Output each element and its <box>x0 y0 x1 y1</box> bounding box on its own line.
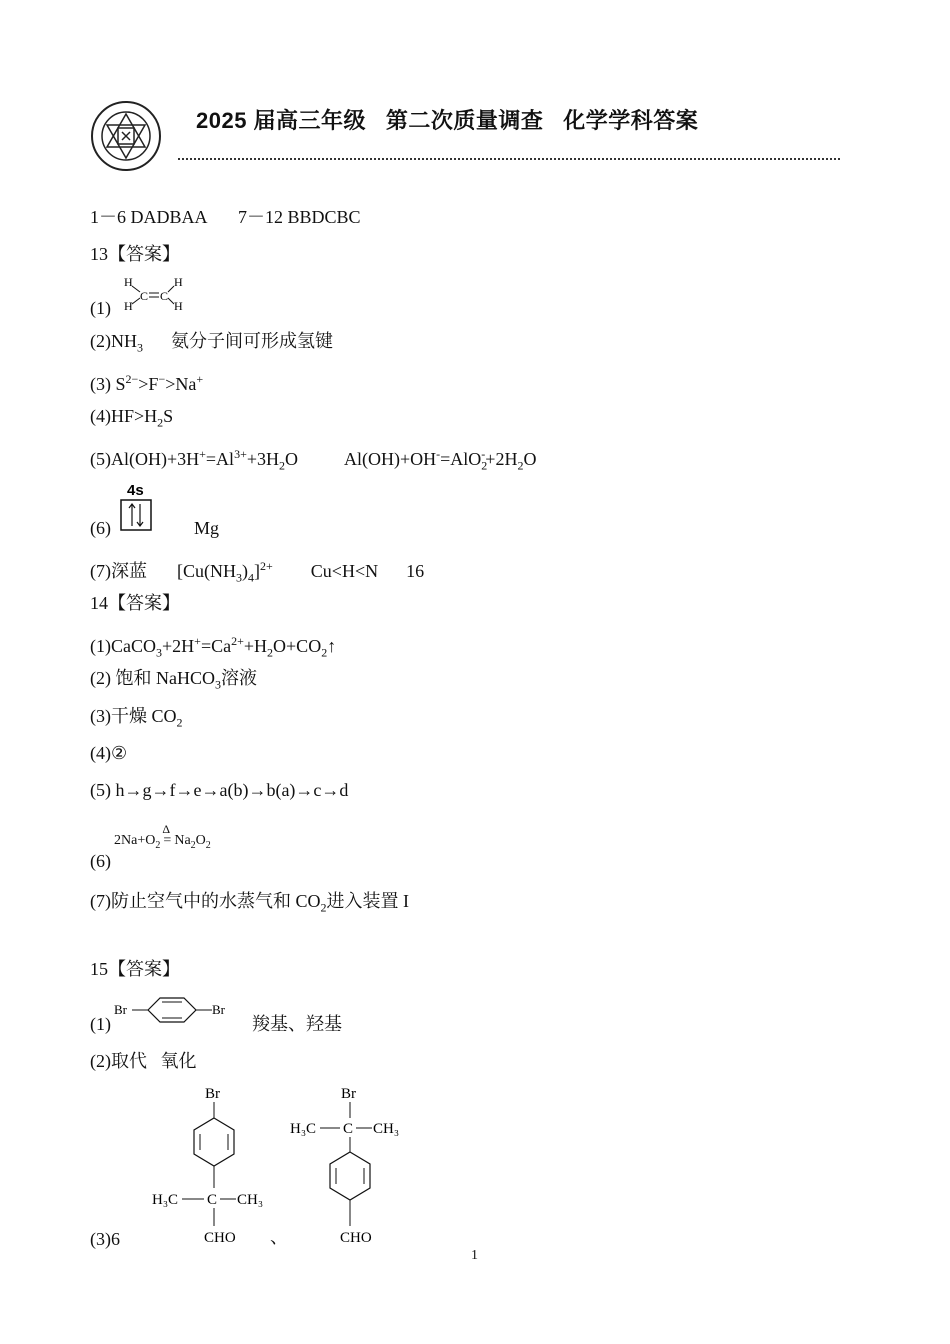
isomer-structure-2 <box>288 1080 418 1250</box>
q15-1-groups: 羧基、羟基 <box>252 1014 342 1034</box>
q13-4 <box>90 405 173 434</box>
isomer2-br: Br <box>341 1086 356 1102</box>
q15-1-label: (1) <box>90 1014 111 1034</box>
q13-2-reason: 氨分子间可形成氢键 <box>171 331 333 351</box>
q13-5-n: 2 <box>517 458 524 473</box>
q14-6-heat-equals: Δ = <box>160 830 174 852</box>
q13-5-l: - <box>481 447 486 461</box>
q13-5-i: - <box>436 447 441 461</box>
ethylene-c1: C <box>140 289 149 303</box>
q14-1 <box>90 630 336 664</box>
q13-7-f: ] <box>254 561 260 581</box>
q14-1-k: ↑ <box>327 636 337 656</box>
q14-3 <box>90 705 183 734</box>
ethylene-h4: H <box>174 299 183 313</box>
q15-heading: 15【答案】 <box>90 959 180 979</box>
q13-7-i: 16 <box>406 561 425 581</box>
isomer2-carbon: C <box>343 1121 354 1137</box>
dibromobenzene-br-left: Br <box>114 1002 127 1017</box>
q14-1-j: 2 <box>321 645 328 660</box>
q13-4-c: S <box>163 406 174 426</box>
q13-7-h: Cu<H<N <box>310 561 379 581</box>
isomer2-right-methyl: CH₃ <box>373 1121 400 1137</box>
q13-7 <box>90 555 424 589</box>
q14-1-f: 2+ <box>231 634 244 648</box>
q13-5-f: 2 <box>279 458 285 473</box>
q14-1-e: =Ca <box>200 636 232 656</box>
q14-1-d: + <box>194 634 201 648</box>
q13-7-d: ) <box>242 561 248 581</box>
orbital-box-diagram <box>118 480 158 536</box>
page-number: 1 <box>471 1248 478 1263</box>
ethylene-h2: H <box>174 275 183 289</box>
orbital-label: 4s <box>127 482 144 499</box>
q14-heading: 14【答案】 <box>90 593 180 613</box>
q13-5-o: O <box>523 449 537 469</box>
q14-6-delta: Δ <box>162 822 171 836</box>
q13-5-e: +3H <box>246 449 279 469</box>
q13-5 <box>90 443 536 477</box>
q14-6-eq-b: 2 <box>155 839 161 851</box>
q14-6-eq-c: Na <box>174 833 191 848</box>
q13-3-e: >Na <box>165 374 197 394</box>
q14-1-i: O+CO <box>273 636 322 656</box>
q14-7-a: (7)防止空气中的水蒸气和 CO <box>90 891 321 911</box>
q14-6-eq-d: 2 <box>190 839 196 851</box>
q14-7-b: 2 <box>320 900 327 915</box>
q13-6-label: (6) <box>90 518 111 538</box>
q13-2 <box>90 330 333 359</box>
q13-5-j: =AlO <box>440 449 482 469</box>
q13-7-color: (7)深蓝 <box>90 561 147 581</box>
q13-5-k: 2 <box>481 458 488 473</box>
q13-3-b: 2− <box>125 372 139 386</box>
q13-5-h: Al(OH)+OH <box>344 449 437 469</box>
q13-heading: 13【答案】 <box>90 244 180 264</box>
q14-3-a: (3)干燥 CO <box>90 706 177 726</box>
q14-6-eq-e: O <box>195 833 206 848</box>
q13-7-b: [Cu(NH <box>177 561 236 581</box>
q14-7 <box>90 890 409 919</box>
q14-1-a: (1)CaCO <box>90 636 156 656</box>
q13-5-m: +2H <box>485 449 518 469</box>
school-seal-logo <box>90 100 162 172</box>
ethylene-h1: H <box>124 275 133 289</box>
q14-1-h: 2 <box>267 645 274 660</box>
dibromobenzene-br-right: Br <box>212 1002 225 1017</box>
q13-3 <box>90 368 203 395</box>
q14-1-b: 3 <box>156 645 162 660</box>
q14-2-a: (2) 饱和 NaHCO <box>90 668 215 688</box>
isomer-structure-1 <box>148 1080 278 1250</box>
isomer1-aldehyde: CHO <box>204 1230 236 1246</box>
q13-4-a: (4)HF>H <box>90 406 158 426</box>
q13-2-formula: (2)NH <box>90 331 137 351</box>
isomer2-left-methyl: H₃C <box>290 1121 317 1137</box>
q14-1-g: +H <box>243 636 268 656</box>
ethylene-structure <box>118 274 194 314</box>
q13-7-e: 4 <box>248 570 254 585</box>
mc-answers: 1－6 DADBAA 7－12 BBDCBC <box>90 207 361 227</box>
title-divider <box>178 158 840 160</box>
q14-2 <box>90 667 257 696</box>
q13-4-b: 2 <box>157 415 164 430</box>
q15-3-label: (3)6 <box>90 1229 120 1249</box>
q14-3-b: 2 <box>176 715 183 730</box>
q14-2-c: 溶液 <box>220 668 257 688</box>
ethylene-h3: H <box>124 299 133 313</box>
q13-3-d: − <box>158 372 166 386</box>
q13-6-element: Mg <box>194 518 220 538</box>
q14-1-c: +2H <box>162 636 195 656</box>
q13-5-d: 3+ <box>234 447 247 461</box>
q13-5-a: (5)Al(OH)+3H <box>90 449 200 469</box>
q14-6-equation <box>114 822 211 857</box>
q14-6-eq-a: 2Na+O <box>114 833 156 848</box>
isomer2-aldehyde: CHO <box>340 1230 372 1246</box>
q14-6-eq-f: 2 <box>205 839 211 851</box>
q13-5-c: =Al <box>205 449 235 469</box>
q15-2: (2)取代 氧化 <box>90 1051 197 1071</box>
q13-1-label: (1) <box>90 298 111 318</box>
q13-3-a: (3) S <box>90 374 126 394</box>
page-title: 2025 届高三年级 第二次质量调查 化学学科答案 <box>196 108 699 133</box>
isomer1-right-methyl: CH₃ <box>237 1192 264 1208</box>
q14-7-c: 进入装置 I <box>326 891 409 911</box>
q13-5-g: O <box>285 449 298 469</box>
q14-2-b: 3 <box>214 677 221 692</box>
dibromobenzene-structure <box>114 994 238 1030</box>
isomer1-carbon: C <box>207 1192 218 1208</box>
ethylene-c2: C <box>160 289 169 303</box>
q14-6-label: (6) <box>90 851 111 871</box>
q15-3-separator: 、 <box>270 1227 288 1247</box>
q13-3-f: + <box>196 372 204 386</box>
q14-5: (5) h→g→f→e→a(b)→b(a)→c→d <box>90 780 349 800</box>
q13-7-g: 2+ <box>260 559 273 573</box>
isomer1-left-methyl: H₃C <box>152 1192 179 1208</box>
q13-3-c: >F <box>138 374 159 394</box>
q13-5-b: + <box>199 447 206 461</box>
q13-7-c: 3 <box>236 570 242 585</box>
isomer1-br: Br <box>205 1086 220 1102</box>
q14-4: (4)② <box>90 743 128 763</box>
q13-2-sub: 3 <box>137 340 143 355</box>
